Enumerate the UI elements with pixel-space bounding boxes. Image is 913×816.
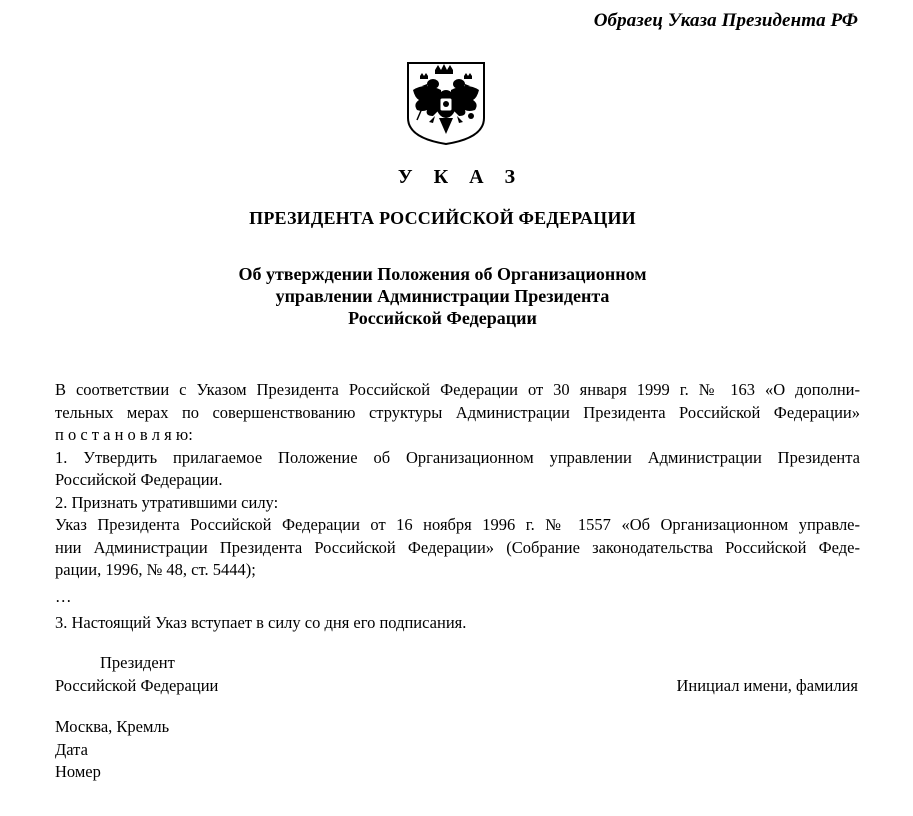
item-2-line: нии Администрации Президента Российской Федерации» (Собрание законодательства Российской Феде-: [55, 537, 860, 557]
number-label: Номер: [55, 762, 101, 781]
subject-line: Российской Федерации: [348, 308, 537, 328]
sample-label: Образец Указа Президента РФ: [593, 10, 858, 31]
preamble-line: В соответствии с Указом Президента Российской Федерации от 30 января 1999 г. № 163 «О дополни-: [55, 380, 860, 399]
decree-verb: п о с т а н о в л я ю:: [55, 425, 193, 444]
item-1-line: Российской Федерации.: [55, 470, 223, 489]
signature-title-line1: Президент: [100, 653, 175, 672]
coat-of-arms-icon: [405, 60, 487, 146]
item-3-line: 3. Настоящий Указ вступает в силу со дня его подписания.: [55, 613, 467, 632]
document-subject: [0, 263, 885, 329]
item-2-line: рации, 1996, № 48, ст. 5444);: [55, 560, 256, 579]
item-2-line: Указ Президента Российской Федерации от 16 ноября 1996 г. № 1557 «Об Организационном управле-: [55, 515, 860, 534]
document-type-title: У К А З: [397, 166, 524, 188]
ellipsis: …: [55, 586, 72, 606]
subject-line: Об утверждении Положения об Организационном: [238, 264, 647, 284]
item-1-line: 1. Утвердить прилагаемое Положение об Организационном управлении Администрации Президента: [55, 447, 860, 467]
subject-line: управлении Администрации Президента: [275, 286, 610, 306]
signature-title-line2: Российской Федерации: [55, 676, 219, 695]
item-2-heading: 2. Признать утратившими силу:: [55, 492, 279, 512]
preamble-line: тельных мерах по совершенствованию структуры Администрации Президента Российской Федерации»: [55, 402, 860, 422]
signature-name: Инициал имени, фамилия: [676, 676, 858, 695]
place-date-number: [55, 716, 169, 784]
date-label: Дата: [55, 739, 88, 759]
document-issuer: ПРЕЗИДЕНТА РОССИЙСКОЙ ФЕДЕРАЦИИ: [249, 208, 636, 228]
place-label: Москва, Кремль: [55, 717, 170, 736]
document-body: [55, 379, 860, 635]
